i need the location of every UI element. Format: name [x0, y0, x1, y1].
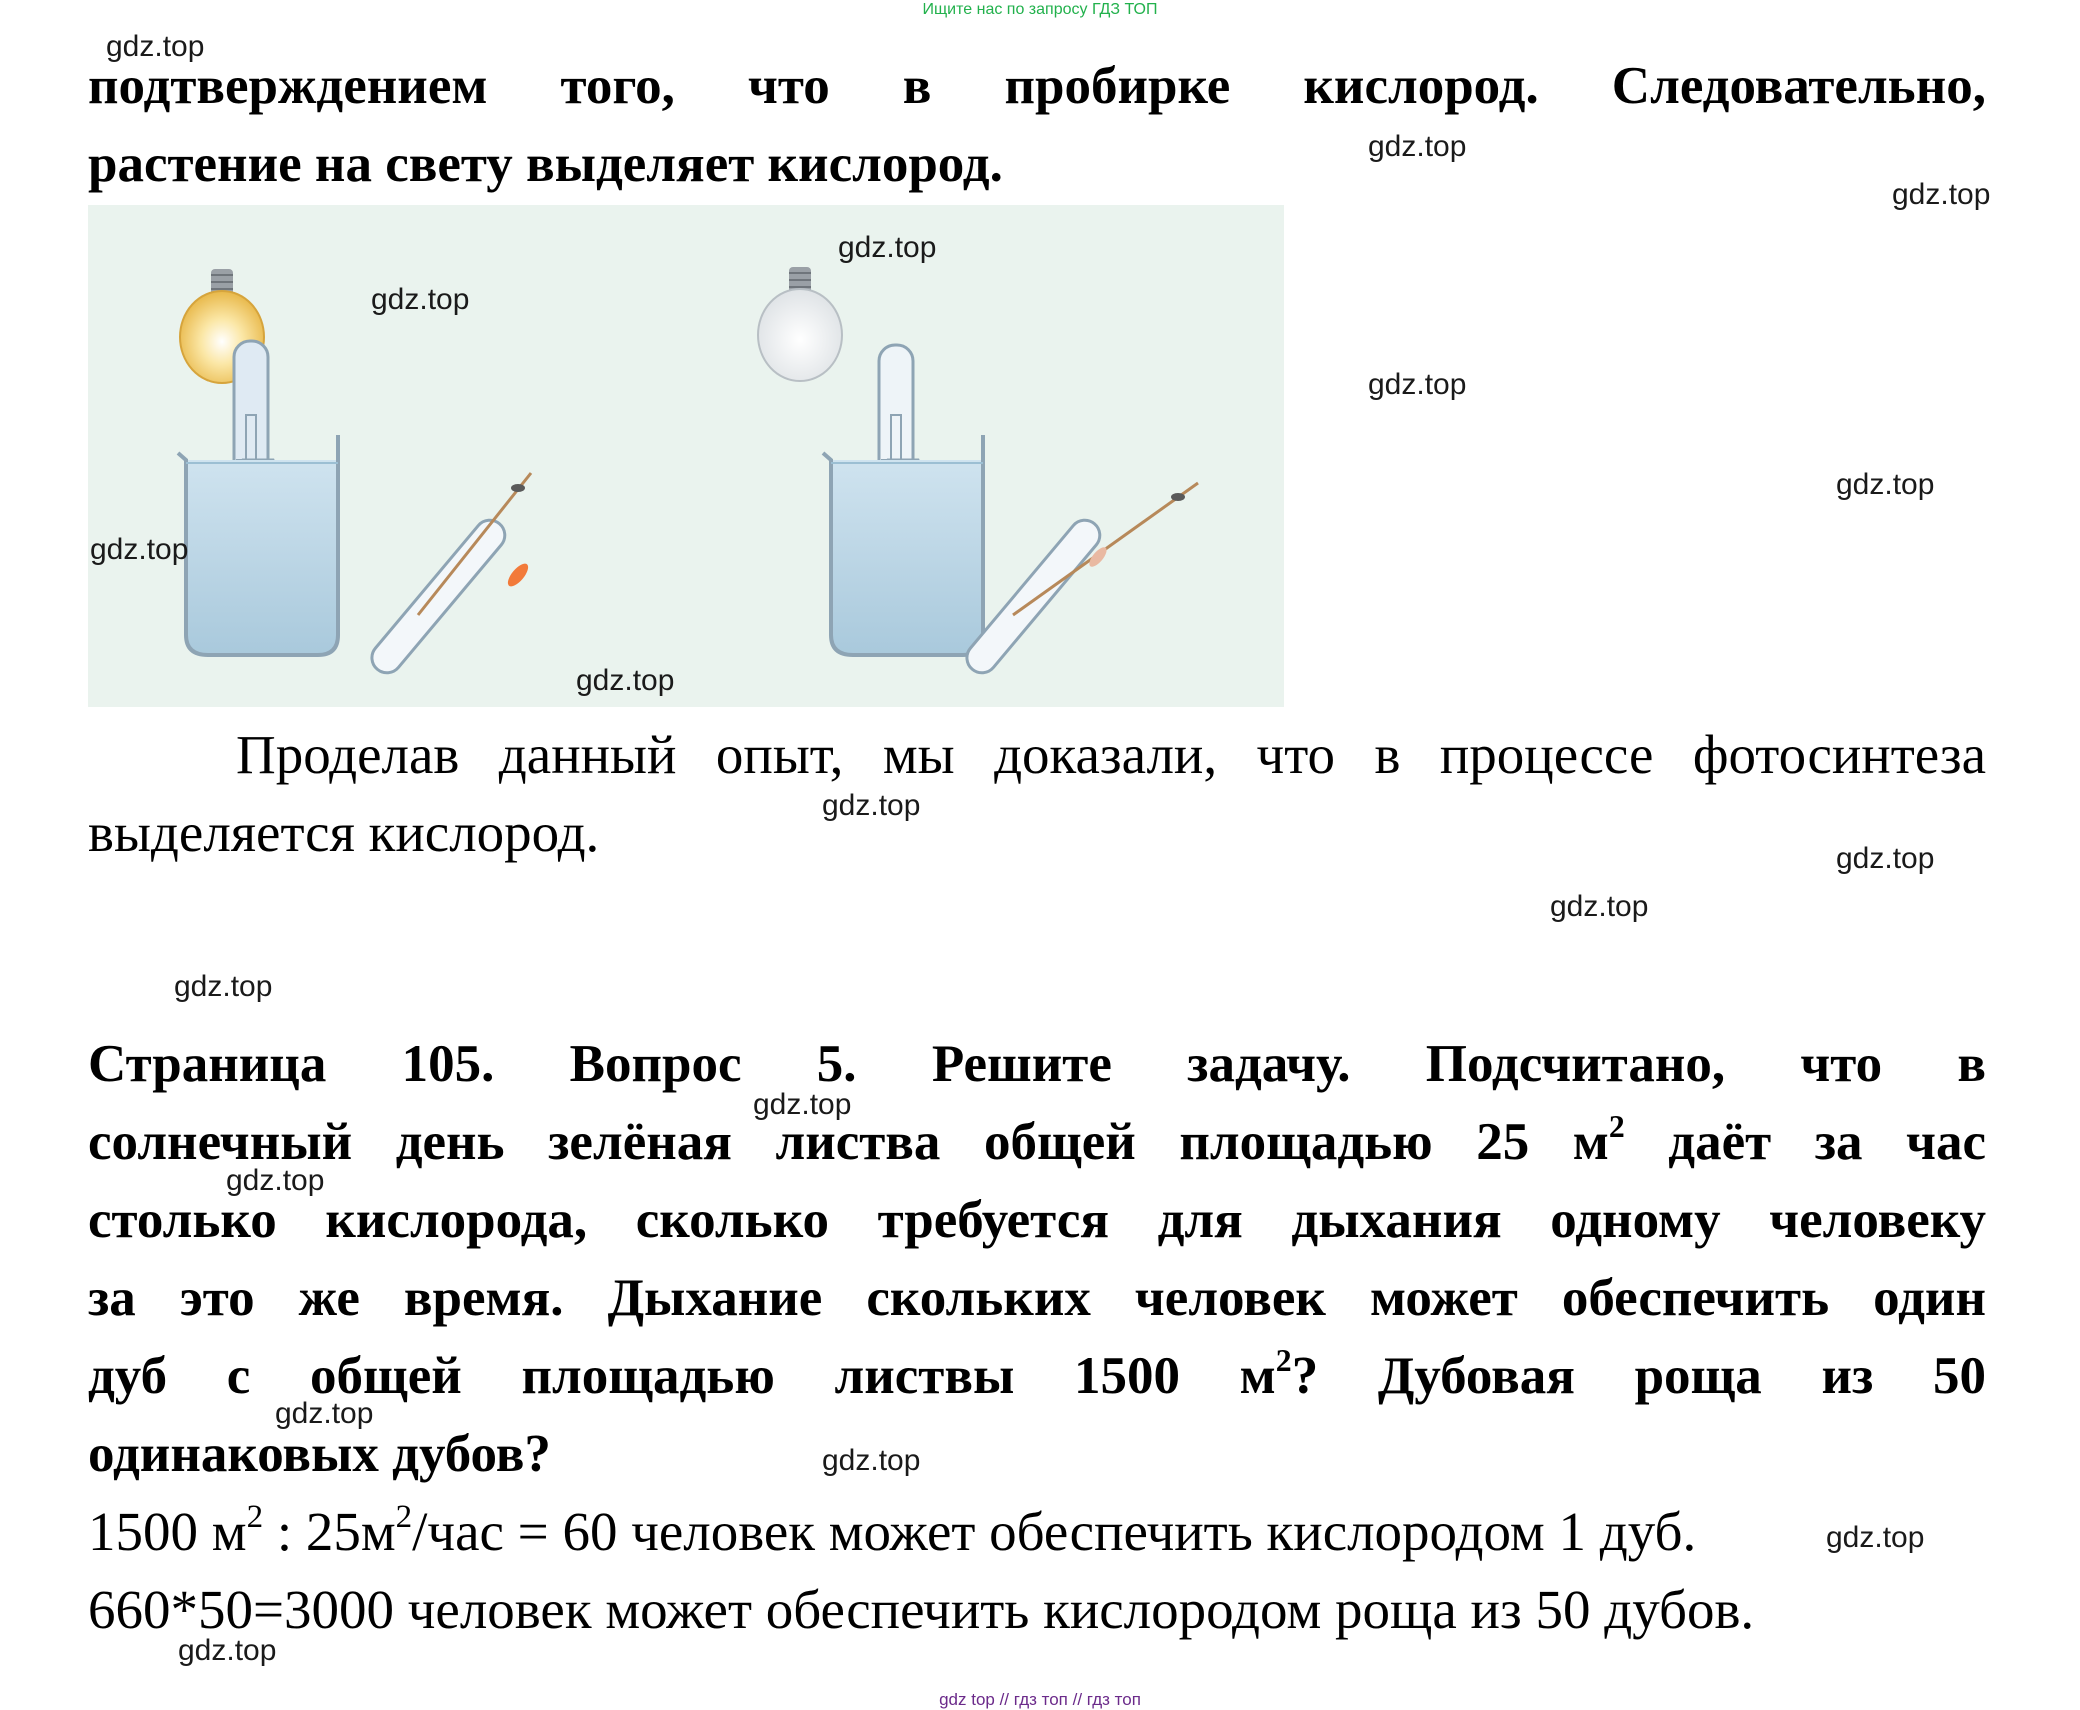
left-test-tube: [366, 473, 532, 679]
question-line-3: столько кислорода, сколько требуется для дыхания одному человеку: [88, 1191, 1986, 1249]
left-beaker: [178, 341, 338, 655]
answer-line-1-a: 1500 м: [88, 1501, 247, 1562]
superscript-2: 2: [1608, 1108, 1625, 1144]
question-line-5-b: ? Дубовая роща из 50: [1291, 1347, 1986, 1405]
footer-links: gdz top // гдз топ // гдз топ: [939, 1690, 1141, 1709]
watermark: gdz.top: [371, 283, 470, 316]
watermark: gdz.top: [822, 1444, 921, 1477]
watermark: gdz.top: [178, 1634, 277, 1667]
watermark: gdz.top: [226, 1164, 325, 1197]
answer-line-1: [88, 1498, 1986, 1570]
answer-line-1-b: : 25м: [263, 1501, 396, 1562]
watermark: gdz.top: [1826, 1521, 1925, 1554]
top-banner: Ищите нас по запросу ГДЗ ТОП: [922, 1, 1158, 18]
watermark: gdz.top: [1892, 178, 1991, 211]
watermark: gdz.top: [106, 30, 205, 63]
text-line-2: растение на свету выделяет кислород.: [88, 135, 1003, 193]
superscript-2: 2: [395, 1498, 413, 1535]
watermark: gdz.top: [174, 970, 273, 1003]
unlit-bulb: [758, 267, 842, 381]
question-line-1: Страница 105. Вопрос 5. Решите задачу. Подсчитано, что в: [88, 1035, 1986, 1093]
question-line-6: одинаковых дубов?: [88, 1425, 551, 1483]
question-line-2-a: солнечный день зелёная листва общей площадью 25 м: [88, 1113, 1609, 1171]
question-line-4: за это же время. Дыхание скольких человек может обеспечить один: [88, 1269, 1986, 1327]
watermark: gdz.top: [1368, 368, 1467, 401]
superscript-2: 2: [1275, 1342, 1292, 1378]
watermark: gdz.top: [1550, 890, 1649, 923]
text-line-1: подтверждением того, что в пробирке кислород. Следовательно,: [88, 57, 1986, 115]
superscript-2: 2: [246, 1498, 264, 1535]
watermark: gdz.top: [1836, 468, 1935, 501]
experiment-illustration: [88, 205, 1284, 707]
watermark: gdz.top: [1368, 130, 1467, 163]
watermark: gdz.top: [822, 789, 921, 822]
question-line-5-a: дуб с общей площадью листвы 1500 м: [88, 1347, 1276, 1405]
paragraph-1-line-2: выделяется кислород.: [88, 802, 600, 863]
question-line-2-b: даёт за час: [1624, 1113, 1986, 1171]
watermark: gdz.top: [275, 1397, 374, 1430]
watermark: gdz.top: [576, 664, 675, 697]
question-line-2: [88, 1108, 1986, 1179]
answer-line-2: 660*50=3000 человек может обеспечить кислородом роща из 50 дубов.: [88, 1579, 1755, 1640]
answer-line-1-c: /час = 60 человек может обеспечить кислородом 1 дуб.: [412, 1501, 1697, 1562]
right-beaker: [823, 345, 983, 655]
watermark: gdz.top: [838, 231, 937, 264]
paragraph-1-line-1: Проделав данный опыт, мы доказали, что в процессе фотосинтеза: [236, 724, 1986, 785]
watermark: gdz.top: [90, 533, 189, 566]
watermark: gdz.top: [753, 1088, 852, 1121]
right-test-tube: [961, 483, 1198, 679]
watermark: gdz.top: [1836, 842, 1935, 875]
experiment-figure: [88, 205, 1284, 707]
